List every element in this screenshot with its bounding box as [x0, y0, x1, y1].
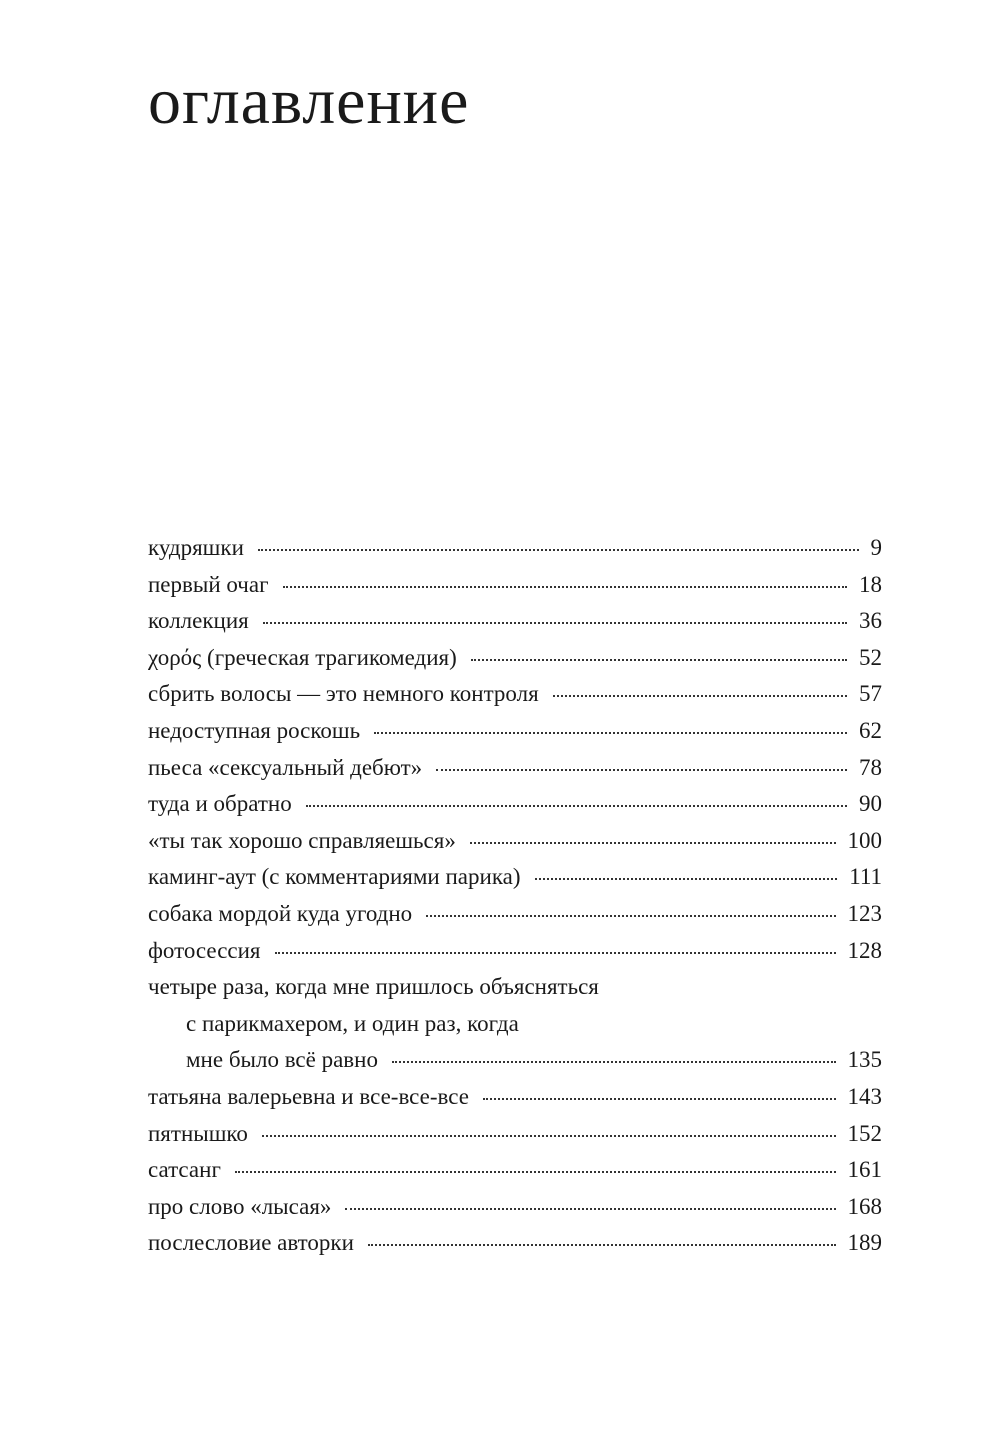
- dot-leader: [436, 769, 847, 771]
- toc-entry: [148, 823, 882, 860]
- dot-leader: [283, 586, 847, 588]
- toc-entry-page-number: 52: [859, 644, 882, 670]
- toc-entry-title: про слово «лысая»: [148, 1193, 332, 1219]
- dot-leader: [262, 1135, 836, 1137]
- toc-entry-title: недоступная роскошь: [148, 717, 361, 743]
- toc-entry: [148, 933, 882, 970]
- dot-leader: [471, 659, 847, 661]
- toc-entry-row: [148, 567, 882, 604]
- dot-leader: [306, 805, 847, 807]
- toc-entry-row: [148, 603, 882, 640]
- toc-entry-page-number: 168: [847, 1193, 882, 1219]
- dot-leader: [392, 1061, 836, 1063]
- toc-entry-row: [148, 859, 882, 896]
- toc-entry-row: [148, 896, 882, 933]
- toc-entry-row: [148, 713, 882, 750]
- toc-entry-title: каминг-аут (с комментариями парика): [148, 864, 521, 890]
- toc-entry: [148, 1116, 882, 1153]
- toc-entry-title: мне было всё равно: [186, 1047, 378, 1073]
- table-of-contents: [148, 530, 882, 1262]
- toc-entry-title: фотосессия: [148, 937, 261, 963]
- toc-entry-page-number: 135: [847, 1047, 882, 1073]
- toc-entry-row: [148, 750, 882, 787]
- toc-entry-page-number: 9: [870, 535, 882, 560]
- toc-entry: [148, 1189, 882, 1226]
- toc-entry: [148, 896, 882, 933]
- dot-leader: [483, 1098, 836, 1100]
- dot-leader: [275, 952, 836, 954]
- dot-leader: [235, 1171, 836, 1173]
- toc-entry-title-line: четыре раза, когда мне пришлось объясняться: [148, 974, 599, 1000]
- dot-leader: [470, 842, 836, 844]
- toc-entry-title: χορός (греческая трагикомедия): [148, 644, 457, 670]
- toc-entry: [148, 640, 882, 677]
- toc-entry: [148, 750, 882, 787]
- toc-entry-page-number: 36: [859, 608, 882, 634]
- toc-entry-title: пьеса «сексуальный дебют»: [148, 754, 423, 780]
- toc-entry-page-number: 111: [849, 864, 882, 890]
- toc-entry-row: [148, 933, 882, 970]
- toc-entry-page-number: 100: [847, 827, 882, 853]
- toc-entry-title: сатсанг: [148, 1157, 221, 1183]
- toc-entry-row: [148, 640, 882, 677]
- toc-entry-row: [148, 1079, 882, 1116]
- toc-entry-title: пятнышко: [148, 1120, 248, 1146]
- toc-entry-title-line: с парикмахером, и один раз, когда: [186, 1010, 519, 1036]
- toc-entry: [148, 786, 882, 823]
- dot-leader: [535, 878, 838, 880]
- toc-entry: [148, 859, 882, 896]
- toc-entry-page-number: 90: [859, 791, 882, 817]
- toc-entry-row: [148, 1116, 882, 1153]
- dot-leader: [374, 732, 847, 734]
- toc-entry-title: татьяна валерьевна и все-все-все: [148, 1083, 469, 1109]
- toc-entry-title: собака мордой куда угодно: [148, 900, 413, 926]
- toc-entry: [148, 1079, 882, 1116]
- dot-leader: [426, 915, 835, 917]
- toc-entry-page-number: 78: [859, 754, 882, 780]
- toc-entry-row: [148, 1189, 882, 1226]
- dot-leader: [263, 622, 847, 624]
- toc-entry-page-number: 143: [847, 1083, 882, 1109]
- toc-entry-row: [148, 1225, 882, 1262]
- toc-entry: [148, 603, 882, 640]
- toc-entry-title: первый очаг: [148, 571, 269, 597]
- toc-entry-page-number: 189: [847, 1230, 882, 1256]
- toc-entry-title: туда и обратно: [148, 791, 292, 817]
- dot-leader: [258, 549, 859, 551]
- toc-entry: [148, 676, 882, 713]
- toc-entry-page-number: 123: [847, 900, 882, 926]
- toc-entry-row: [148, 786, 882, 823]
- toc-entry: [148, 1225, 882, 1262]
- toc-entry-page-number: 57: [859, 681, 882, 707]
- dot-leader: [368, 1244, 836, 1246]
- toc-entry: [148, 567, 882, 604]
- toc-entry-row: [148, 676, 882, 713]
- toc-entry-title: сбрить волосы — это немного контроля: [148, 681, 539, 707]
- toc-entry-row: [148, 530, 882, 567]
- toc-entry-page-number: 128: [847, 937, 882, 963]
- toc-entry-title: коллекция: [148, 608, 249, 634]
- toc-entry-page-number: 18: [859, 571, 882, 597]
- toc-entry-page-number: 62: [859, 717, 882, 743]
- dot-leader: [553, 695, 847, 697]
- toc-entry-row: [148, 1042, 882, 1079]
- toc-entry: [148, 1152, 882, 1189]
- toc-entry: [148, 969, 882, 1079]
- page-title: оглавление: [148, 65, 470, 138]
- toc-entry-page-number: 161: [847, 1157, 882, 1183]
- toc-entry-title: кудряшки: [148, 535, 244, 560]
- toc-entry-title: послесловие авторки: [148, 1230, 354, 1256]
- toc-entry-page-number: 152: [847, 1120, 882, 1146]
- toc-entry-row: [148, 823, 882, 860]
- toc-entry: [148, 530, 882, 567]
- toc-entry-row: [148, 1152, 882, 1189]
- toc-entry: [148, 713, 882, 750]
- dot-leader: [345, 1208, 835, 1210]
- toc-entry-title: «ты так хорошо справляешься»: [148, 827, 456, 853]
